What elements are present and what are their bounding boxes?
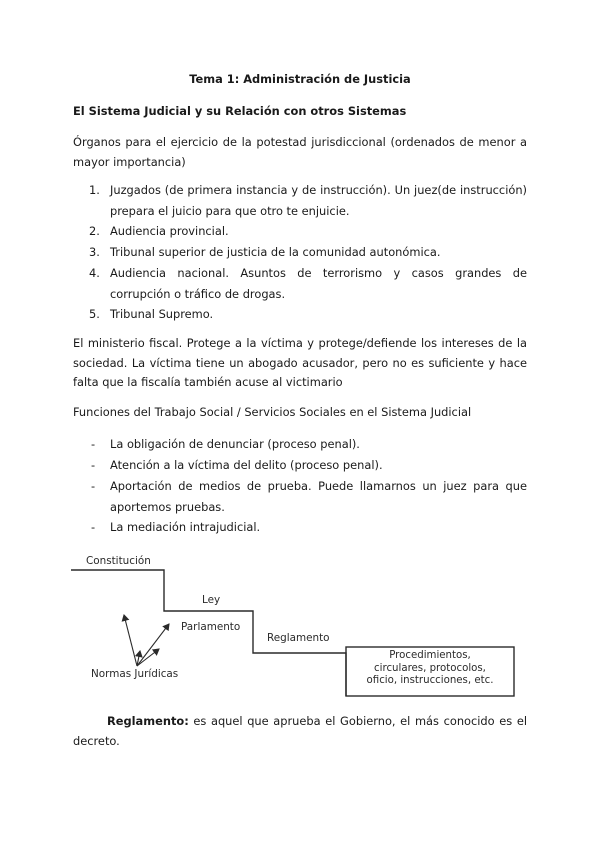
procedimientos-line-1: Procedimientos,: [389, 650, 471, 661]
list-item-text: La mediación intrajudicial.: [110, 520, 261, 534]
reglamento-definition-paragraph: [73, 712, 527, 751]
list-number: 3.: [89, 245, 100, 259]
list-item-text: Aportación de medios de prueba. Puede llamarnos un juez para que aportemos pruebas.: [110, 479, 527, 514]
procedimientos-label: [346, 650, 514, 688]
list-item-text: La obligación de denunciar (proceso penal).: [110, 437, 360, 451]
organs-intro-paragraph: Órganos para el ejercicio de la potestad jurisdiccional (ordenados de menor a mayor importancia): [73, 135, 527, 169]
list-number: 2.: [89, 224, 100, 238]
constitucion-label: Constitución: [86, 555, 151, 567]
list-number: 4.: [89, 266, 100, 280]
list-dash: -: [91, 520, 96, 534]
procedimientos-line-2: circulares, protocolos,: [374, 662, 486, 674]
list-number: 5.: [89, 307, 100, 321]
document-title: Tema 1: Administración de Justicia: [189, 72, 411, 86]
ministerio-fiscal-paragraph: El ministerio fiscal. Protege a la víctima y protege/defiende los intereses de la sociedad. La víctima tiene un abogado acusador, pero no es suficiente y hace falta que la fiscalía también acuse al victimario: [73, 336, 527, 390]
list-dash: -: [91, 437, 96, 451]
list-item-text: Audiencia nacional. Asuntos de terrorismo y casos grandes de corrupción o tráfico de drogas.: [110, 266, 527, 301]
ley-label: Ley: [202, 594, 221, 606]
list-item-text: Tribunal Supremo.: [110, 307, 214, 321]
list-item-text: Audiencia provincial.: [110, 224, 229, 238]
list-dash: -: [91, 479, 96, 493]
list-item-text: Juzgados (de primera instancia y de instrucción). Un juez(de instrucción) prepara el juicio para que otro te enjuicie.: [110, 183, 527, 218]
section-title: El Sistema Judicial y su Relación con otros Sistemas: [73, 104, 407, 118]
arrow-ley: [137, 624, 169, 666]
arrow-constitucion: [124, 615, 137, 666]
parlamento-label: Parlamento: [181, 621, 241, 633]
reglamento-label: Reglamento: [267, 632, 330, 644]
reglamento-definition: es aquel que aprueba el Gobierno, el más conocido es el decreto.: [73, 714, 527, 748]
funciones-title: Funciones del Trabajo Social / Servicios Sociales en el Sistema Judicial: [73, 405, 472, 419]
reglamento-term: Reglamento:: [107, 714, 189, 728]
list-dash: -: [91, 458, 96, 472]
list-item-text: Tribunal superior de justicia de la comunidad autonómica.: [110, 245, 441, 259]
list-number: 1.: [89, 183, 100, 197]
list-item-text: Atención a la víctima del delito (proceso penal).: [110, 458, 383, 472]
procedimientos-line-3: oficio, instrucciones, etc.: [366, 675, 494, 686]
normas-juridicas-label: Normas Jurídicas: [91, 668, 179, 680]
